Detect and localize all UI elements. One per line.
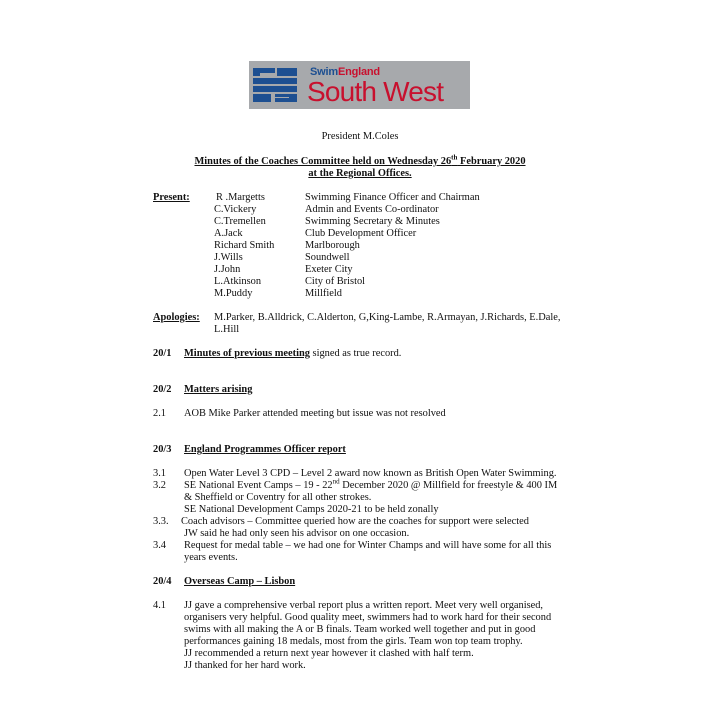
minutes-subtitle: at the Regional Offices. bbox=[308, 168, 412, 179]
present-role: Admin and Events Co-ordinator bbox=[305, 204, 439, 215]
apologies-names: L.Hill bbox=[214, 324, 240, 335]
item-text: AOB Mike Parker attended meeting but issue was not resolved bbox=[184, 408, 446, 419]
present-name: Richard Smith bbox=[214, 240, 275, 251]
item-text: JJ thanked for her hard work. bbox=[184, 660, 306, 671]
logo-swim-england-text: SwimEngland bbox=[310, 66, 380, 78]
present-label: Present: bbox=[153, 192, 190, 203]
present-role: City of Bristol bbox=[305, 276, 366, 287]
item-text: Coach advisors – Committee queried how are the coaches for support were selected bbox=[181, 516, 529, 527]
apologies-names: M.Parker, B.Alldrick, C.Alderton, G,King-Lambe, R.Armayan, J.Richards, E.Dale, bbox=[214, 312, 561, 323]
item-number: 3.2 bbox=[153, 480, 166, 491]
item-text: & Sheffield or Coventry for all other strokes. bbox=[184, 492, 372, 503]
minutes-title: Minutes of the Coaches Committee held on Wednesday 26th February 2020 bbox=[194, 153, 526, 167]
section-minutes-previous: Minutes of previous meeting signed as true record. bbox=[184, 348, 402, 359]
present-name: R .Margetts bbox=[216, 192, 265, 203]
present-name: L.Atkinson bbox=[214, 276, 262, 287]
item-text: JW said he had only seen his advisor on one occasion. bbox=[184, 528, 410, 539]
swim-england-south-west-logo bbox=[249, 61, 470, 109]
item-number: 3.3. bbox=[153, 516, 169, 527]
section-heading-programmes-officer: England Programmes Officer report bbox=[184, 444, 346, 455]
item-number: 3.1 bbox=[153, 468, 166, 479]
present-name: J.Wills bbox=[214, 252, 243, 263]
present-role: Exeter City bbox=[305, 264, 353, 275]
logo-south-west-text: South West bbox=[307, 76, 444, 107]
item-text: organisers very helpful. Good quality meet, swimmers had to work hard for their second bbox=[184, 612, 552, 623]
item-number: 4.1 bbox=[153, 600, 166, 611]
section-number: 20/4 bbox=[153, 576, 172, 587]
present-role: Millfield bbox=[305, 288, 342, 299]
item-number: 3.4 bbox=[153, 540, 166, 551]
apologies-label: Apologies: bbox=[153, 312, 200, 323]
item-text: performances gaining 18 medals, most from the girls. Team won top team trophy. bbox=[184, 636, 523, 647]
present-name: C.Tremellen bbox=[214, 216, 266, 227]
section-heading-overseas-camp: Overseas Camp – Lisbon bbox=[184, 576, 296, 587]
section-heading-matters-arising: Matters arising bbox=[184, 384, 253, 395]
item-text: SE National Development Camps 2020-21 to be held zonally bbox=[184, 504, 439, 515]
present-name: A.Jack bbox=[214, 228, 243, 239]
item-text: Open Water Level 3 CPD – Level 2 award now known as British Open Water Swimming. bbox=[184, 468, 557, 479]
present-name: C.Vickery bbox=[214, 204, 257, 215]
item-text: JJ gave a comprehensive verbal report plus a written report. Meet very well organised, bbox=[184, 600, 544, 611]
item-number: 2.1 bbox=[153, 408, 166, 419]
item-text: JJ recommended a return next year however it clashed with half term. bbox=[184, 648, 474, 659]
present-role: Soundwell bbox=[305, 252, 350, 263]
present-name: M.Puddy bbox=[214, 288, 253, 299]
item-text: Request for medal table – we had one for Winter Champs and will have some for all this bbox=[184, 540, 552, 551]
president-line: President M.Coles bbox=[321, 131, 399, 142]
section-number: 20/3 bbox=[153, 444, 172, 455]
section-number: 20/1 bbox=[153, 348, 172, 359]
present-role: Swimming Secretary & Minutes bbox=[305, 216, 440, 227]
item-text: SE National Event Camps – 19 - 22nd December 2020 @ Millfield for freestyle & 400 IM bbox=[184, 477, 558, 491]
present-role: Club Development Officer bbox=[305, 228, 417, 239]
present-name: J.John bbox=[214, 264, 241, 275]
swim-england-wave-icon bbox=[249, 61, 303, 109]
present-role: Swimming Finance Officer and Chairman bbox=[305, 192, 480, 203]
section-number: 20/2 bbox=[153, 384, 172, 395]
item-text: swims with all making the A or B finals. Team worked well together and put in good bbox=[184, 624, 536, 635]
present-role: Marlborough bbox=[305, 240, 360, 251]
item-text: years events. bbox=[184, 552, 238, 563]
